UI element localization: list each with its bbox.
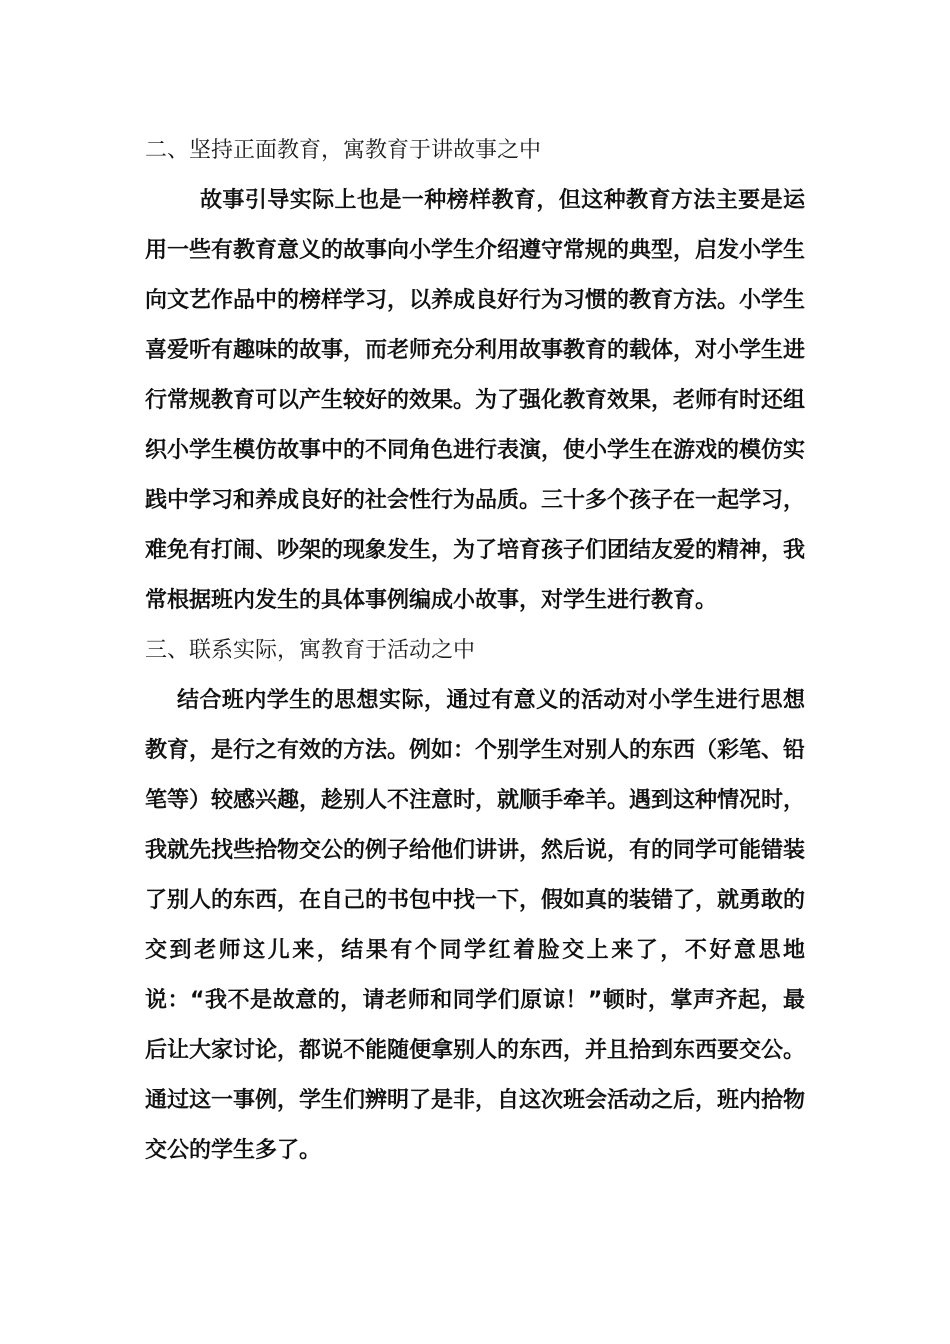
section-paragraph-2: 故事引导实际上也是一种榜样教育，但这种教育方法主要是运用一些有教育意义的故事向小学生介绍遵守常规的典型，启发小学生向文艺作品中的榜样学习，以养成良好行为习惯的教育方法。小学生喜爱听有趣味的故事，而老师充分利用故事教育的载体，对小学生进行常规教育可以产生较好的效果。为了强化教育效果，老师有时还组织小学生模仿故事中的不同角色进行表演，使小学生在游戏的模仿实践中学习和养成良好的社会性行为品质。三十多个孩子在一起学习，难免有打闹、吵架的现象发生，为了培育孩子们团结友爱的精神，我常根据班内发生的具体事例编成小故事，对学生进行教育。 <box>145 188 806 613</box>
section-paragraph-3: 结合班内学生的思想实际，通过有意义的活动对小学生进行思想教育，是行之有效的方法。例如：个别学生对别人的东西（彩笔、铅笔等）较感兴趣，趁别人不注意时，就顺手牵羊。遇到这种情况时，我就先找些拾物交公的例子给他们讲讲，然后说，有的同学可能错装了别人的东西，在自己的书包中找一下，假如真的装错了，就勇敢的交到老师这儿来，结果有个同学红着脸交上来了，不好意思地说：“我不是故意的，请老师和同学们原谅！”顿时，掌声齐起，最后让大家讨论，都说不能随便拿别人的东西，并且拾到东西要交公。通过这一事例，学生们辨明了是非，自这次班会活动之后，班内拾物交公的学生多了。 <box>145 688 806 1163</box>
section-heading-3: 三、联系实际，寓教育于活动之中 <box>145 638 476 663</box>
section-heading-2: 二、坚持正面教育，寓教育于讲故事之中 <box>145 138 542 163</box>
document-body <box>145 126 805 1176</box>
